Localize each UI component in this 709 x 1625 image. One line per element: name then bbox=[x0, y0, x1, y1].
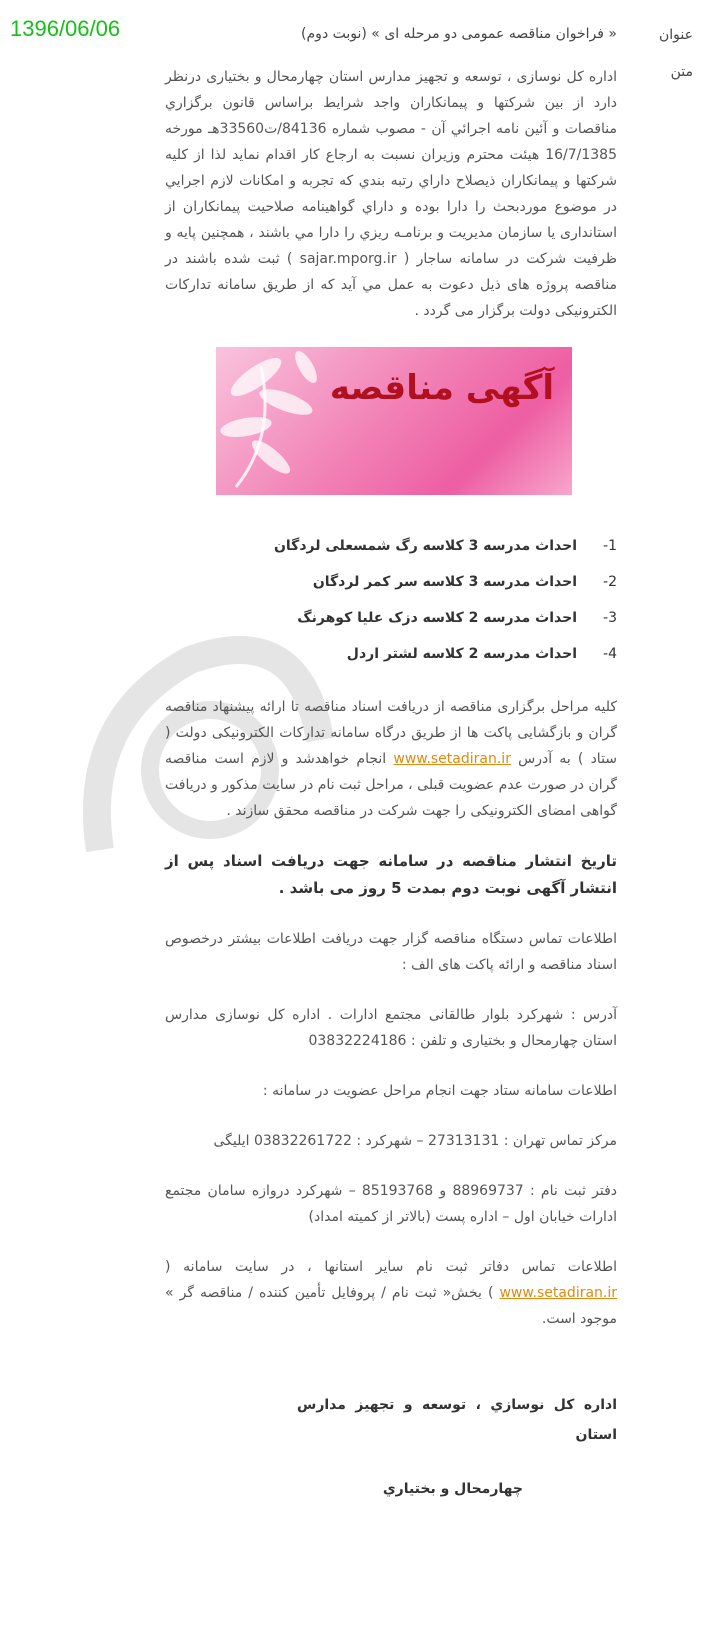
list-item bbox=[165, 564, 617, 600]
list-number: -2 bbox=[603, 574, 617, 590]
other-offices-after: ) بخش« ثبت نام / پروفایل تأمین کننده / مناقصه گر » موجود است. bbox=[165, 1285, 617, 1327]
project-title: احداث مدرسه 2 کلاسه لشتر اردل bbox=[346, 646, 577, 662]
project-title: احداث مدرسه 3 کلاسه سر کمر لردگان bbox=[312, 574, 577, 590]
publish-date-paragraph: تاریخ انتشار مناقصه در سامانه جهت دریافت اسناد پس از انتشار آگهی نوبت دوم بمدت 5 روز می باشد . bbox=[165, 852, 617, 897]
setad-intro: اطلاعات سامانه ستاد جهت انجام مراحل عضویت در سامانه : bbox=[262, 1083, 617, 1099]
banner-title: آگهی مناقصه bbox=[329, 368, 554, 408]
list-item bbox=[165, 528, 617, 564]
title-label: عنوان bbox=[659, 27, 693, 43]
process-text-before: کلیه مراحل برگزاری مناقصه از دریافت اسناد مناقصه تا ارائه پیشنهاد مناقصه گران و بازگشایی پاکت ها از طریق درگاه سامانه تدارکات الکترونیکی دولت ( ستاد ) به آدرس bbox=[165, 699, 618, 767]
date-stamp: 1396/06/06 bbox=[10, 16, 121, 41]
intro-paragraph: اداره کل نوسازی ، توسعه و تجهیز مدارس استان چهارمحال و بختیاری درنظر دارد از بین شرکتها و پیمانکاران واجد شرایط براساس قانون برگزاري مناقصات و آئين نامه اجرائي آن - مصوب شماره 84136/ت33560هـ مورخه 16/7/1385 هیئت محترم وزيران نسبت به ارجاع كار اقدام نمايد لذا از كليه شركتها و پيمانكاران ذيصلاح داراي رتبه بندي كه تجربه و امكانات لازم اجرايي در موضوع موردبحث را دارا بوده و داراي گواهینامه صلاحیت پیمانکاران از استانداری یا سازمان مديريت و برنامـه ريزي را دارا مي باشند ، همچنین پایه و ظرفیت شرکت در سامانه ساجار ( sajar.mporg.ir ) ثبت شده باشند در مناقصه پروژه های ذیل دعوت به عمل مي آيد كه از طریق سامانه تدارکات الکترونیکی دولت برگزار می گردد . bbox=[165, 69, 617, 319]
other-offices-paragraph bbox=[165, 1254, 617, 1332]
other-offices-before: اطلاعات تماس دفاتر ثبت نام سایر استانها ، در سایت سامانه ( bbox=[165, 1259, 617, 1275]
list-item bbox=[165, 636, 617, 672]
setad-link[interactable]: www.setadiran.ir bbox=[393, 751, 511, 767]
list-number: -1 bbox=[603, 538, 617, 554]
list-number: -3 bbox=[603, 610, 617, 626]
process-text-after: انجام خواهدشد و لازم است مناقصه گران در صورت عدم عضویت قبلی ، مراحل ثبت نام در سایت مذکور و دریافت گواهی امضای الکترونیکی را جهت شرکت در مناقصه محقق سازند . bbox=[165, 751, 617, 819]
contact-intro: اطلاعات تماس دستگاه مناقصه گزار جهت دریافت اطلاعات بیشتر درخصوص اسناد مناقصه و ارائه پاکت های الف : bbox=[165, 931, 617, 973]
signature-line-1: اداره کل نوسازي ، توسعه و تجهيز مدارس استان bbox=[297, 1397, 617, 1443]
address-paragraph: آدرس : شهرکرد بلوار طالقانی مجتمع ادارات . اداره کل نوسازی مدارس استان چهارمحال و بختیاری و تلفن : 03832224186 bbox=[165, 1007, 617, 1049]
announcement-body bbox=[165, 64, 617, 1504]
signature-line-2: چهارمحال و بختياري bbox=[382, 1481, 523, 1497]
call-center: مرکز تماس تهران : 27313131 – شهرکرد : 03832261722 ایلیگی bbox=[213, 1133, 617, 1149]
setad-link-2[interactable]: www.setadiran.ir bbox=[499, 1285, 618, 1301]
registration-office: دفتر ثبت نام : 88969737 و 85193768 – شهرکرد دروازه سامان مجتمع ادارات خیابان اول – اداره پست (بالاتر از کمیته امداد) bbox=[165, 1183, 618, 1225]
tender-banner bbox=[216, 347, 572, 495]
project-title: احداث مدرسه 3 کلاسه رگ شمسعلی لردگان bbox=[273, 538, 577, 554]
body-label: متن bbox=[670, 64, 693, 80]
list-item bbox=[165, 600, 617, 636]
announcement-title: « فراخوان مناقصه عمومی دو مرحله ای » (نوبت دوم) bbox=[301, 26, 617, 42]
process-paragraph bbox=[165, 694, 617, 824]
project-list bbox=[165, 528, 617, 672]
project-title: احداث مدرسه 2 کلاسه دزک علیا کوهرنگ bbox=[297, 610, 577, 626]
list-number: -4 bbox=[603, 646, 617, 662]
